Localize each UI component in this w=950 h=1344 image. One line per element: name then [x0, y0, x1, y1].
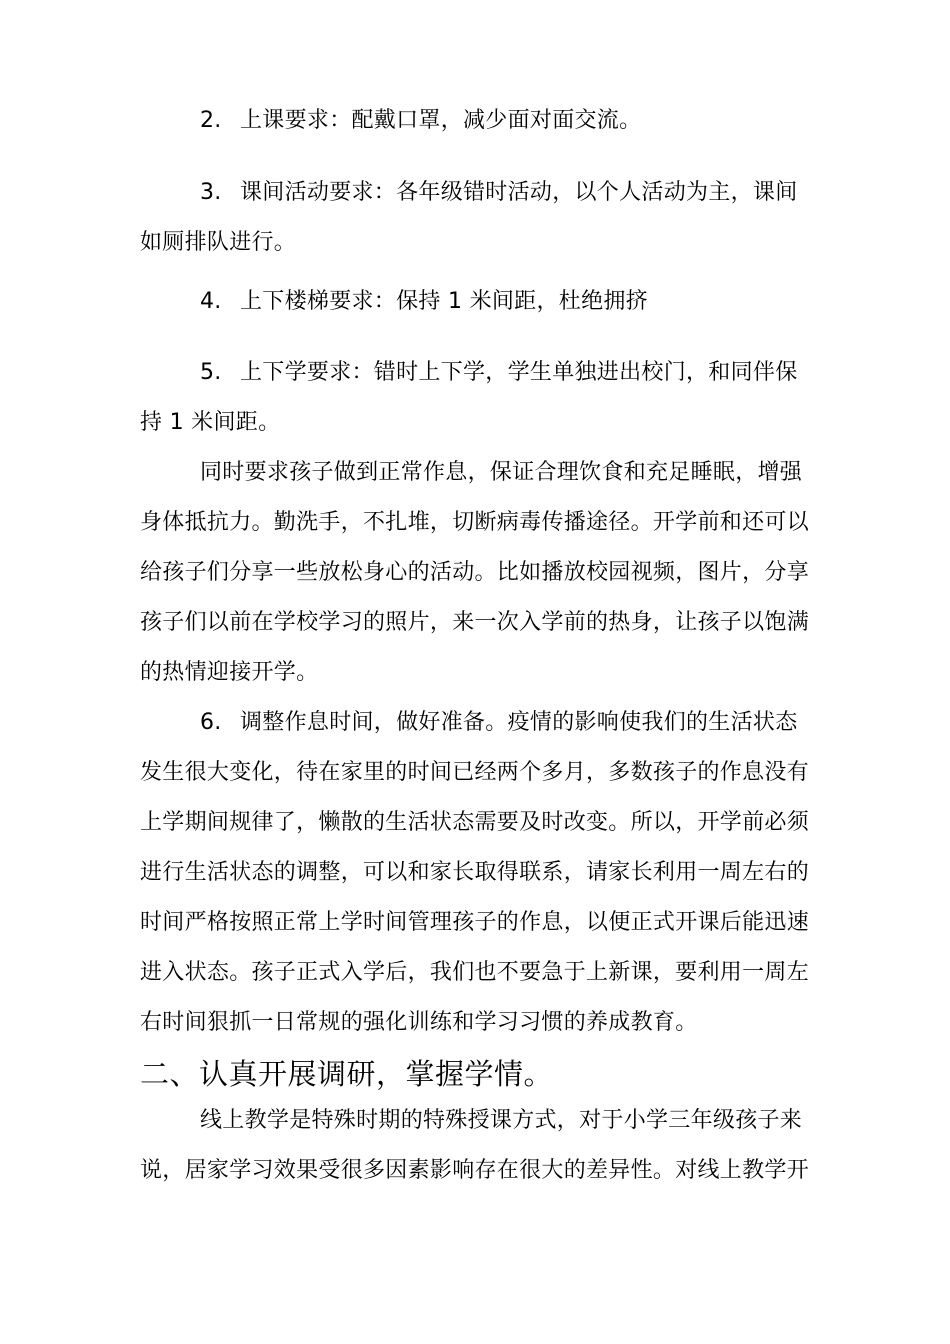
item-continuation: 如厕排队进行。 [140, 230, 297, 255]
list-item-3 [200, 178, 798, 208]
list-item-6 [200, 708, 798, 738]
paragraph-line: 的热情迎接开学。 [140, 660, 319, 685]
paragraph-line: 时间严格按照正常上学时间管理孩子的作息，以便正式开课后能迅速 [140, 910, 810, 935]
item-number: 5. [200, 360, 222, 385]
paragraph-line: 右时间狠抓一日常规的强化训练和学习习惯的养成教育。 [140, 1010, 698, 1035]
item-number: 4. [200, 289, 222, 314]
paragraph-line: 发生很大变化，待在家里的时间已经两个多月，多数孩子的作息没有 [140, 760, 810, 785]
item-continuation: 持 1 米间距。 [140, 410, 281, 435]
list-item-5 [200, 358, 798, 388]
paragraph-line: 身体抵抗力。勤洗手，不扎堆，切断病毒传播途径。开学前和还可以 [140, 510, 810, 535]
paragraph-line: 上学期间规律了，懒散的生活状态需要及时改变。所以，开学前必须 [140, 810, 810, 835]
paragraph-line: 进入状态。孩子正式入学后，我们也不要急于上新课，要利用一周左 [140, 960, 810, 985]
paragraph-line: 给孩子们分享一些放松身心的活动。比如播放校园视频，图片，分享 [140, 560, 810, 585]
paragraph-line: 线上教学是特殊时期的特殊授课方式，对于小学三年级孩子来 [200, 1108, 803, 1133]
paragraph-line: 孩子们以前在学校学习的照片，来一次入学前的热身，让孩子以饱满 [140, 610, 810, 635]
item-number: 3. [200, 180, 222, 205]
paragraph-line: 同时要求孩子做到正常作息，保证合理饮食和充足睡眠，增强 [200, 460, 803, 485]
list-item-2 [200, 106, 641, 136]
item-text: 上下学要求：错时上下学，学生单独进出校门，和同伴保 [240, 360, 798, 385]
list-item-4 [200, 287, 648, 317]
item-number: 2. [200, 108, 222, 133]
item-text: 调整作息时间，做好准备。疫情的影响使我们的生活状态 [240, 710, 798, 735]
item-text: 课间活动要求：各年级错时活动，以个人活动为主，课间 [240, 180, 798, 205]
item-text: 上下楼梯要求：保持 1 米间距，杜绝拥挤 [240, 289, 648, 314]
paragraph-line: 说，居家学习效果受很多因素影响存在很大的差异性。对线上教学开 [140, 1158, 810, 1183]
paragraph-line: 进行生活状态的调整，可以和家长取得联系，请家长利用一周左右的 [140, 860, 810, 885]
section-heading: 二、认真开展调研，掌握学情。 [140, 1057, 554, 1091]
item-text: 上课要求：配戴口罩，减少面对面交流。 [240, 108, 642, 133]
item-number: 6. [200, 710, 222, 735]
